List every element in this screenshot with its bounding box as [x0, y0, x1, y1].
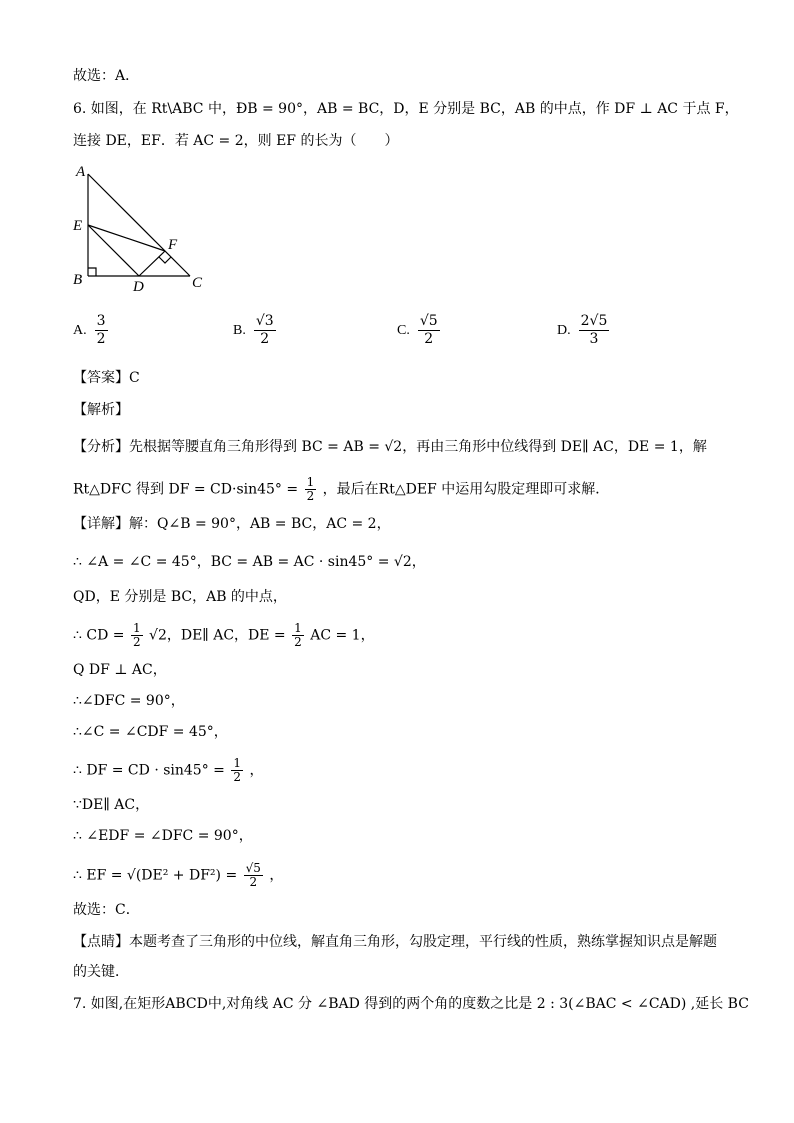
xiangjie-line3: QD，E 分别是 BC，AB 的中点， — [73, 589, 287, 605]
xiangjie-line4-frac2-den: 2 — [294, 635, 302, 649]
xiangjie-line6: ∴∠DFC = 90°， — [73, 693, 185, 709]
answer-line — [73, 368, 140, 388]
xiangjie-line8-frac-den: 2 — [233, 770, 241, 784]
option-b-numerator: √3 — [255, 313, 274, 329]
fenxi-frac-denominator: 2 — [306, 489, 315, 503]
option-a-denominator: 2 — [96, 331, 106, 347]
fenxi-frac-numerator: 1 — [306, 475, 315, 489]
option-a-label: A. — [73, 322, 87, 338]
xiangjie-line10: ∴ ∠EDF = ∠DFC = 90°， — [73, 828, 253, 844]
option-c[interactable] — [397, 313, 442, 348]
question-7-stem: 7. 如图,在矩形ABCD中,对角线 AC 分 ∠BAD 得到的两个角的度数之比是 2 : 3(∠BAC < ∠CAD) ,延长 BC — [73, 996, 749, 1012]
dianjing-line2: 的关键． — [73, 964, 129, 980]
xiangjie-line4-frac-den: 2 — [132, 635, 141, 649]
xiangjie-line4-frac2-num: 1 — [294, 621, 302, 635]
xiangjie-line8-b: ， — [249, 762, 264, 779]
fenxi-line2-end: ，最后在Rt△DEF 中运用勾股定理即可求解． — [322, 481, 610, 498]
fenxi-line2 — [73, 476, 609, 503]
xiangjie-line2: ∴ ∠A = ∠C = 45°，BC = AB = AC · sin45° = √2， — [73, 554, 426, 570]
option-b-denominator: 2 — [260, 331, 270, 347]
option-d-numerator: 2√5 — [580, 313, 608, 329]
option-a-numerator: 3 — [96, 313, 106, 329]
option-b[interactable] — [233, 313, 278, 348]
option-c-denominator: 2 — [424, 331, 434, 347]
answer-value: C — [129, 370, 140, 386]
option-d-denominator: 3 — [589, 331, 599, 347]
figure-label-a: A — [76, 164, 86, 180]
xiangjie-line4-frac-num: 1 — [132, 621, 141, 635]
xiangjie-line8-a: ∴ DF = CD · sin45° = — [73, 762, 225, 779]
fenxi-line1: 【分析】先根据等腰直角三角形得到 BC = AB = √2，再由三角形中位线得到 DE∥ AC，DE = 1，解 — [73, 439, 707, 455]
xiangjie-line5: Q DF ⊥ AC， — [73, 662, 167, 678]
figure-label-e: E — [73, 218, 83, 234]
figure-label-d: D — [133, 279, 144, 295]
option-a[interactable] — [73, 313, 110, 348]
xiangjie-line11 — [73, 862, 283, 889]
xiangjie-line8 — [73, 757, 263, 784]
triangle-figure — [70, 160, 210, 295]
option-d[interactable] — [557, 313, 611, 348]
xiangjie-line7: ∴∠C = ∠CDF = 45°， — [73, 724, 228, 740]
figure-label-c: C — [192, 275, 203, 291]
analysis-tag: 【解析】 — [73, 402, 129, 418]
question-6-stem-line1: 6. 如图，在 Rt\ABC 中，ÐB = 90°，AB = BC，D，E 分别是 BC，AB 的中点，作 DF ⊥ AC 于点 F， — [73, 101, 739, 117]
xiangjie-line11-b: ， — [269, 867, 284, 884]
xiangjie-line8-frac-num: 1 — [233, 756, 241, 770]
option-c-numerator: √5 — [419, 313, 438, 329]
xiangjie-line4-b: √2，DE∥ AC，DE = — [149, 627, 286, 644]
previous-answer-line: 故选：A． — [73, 68, 140, 84]
figure-label-b: B — [73, 272, 83, 288]
option-d-label: D. — [557, 322, 571, 338]
option-c-label: C. — [397, 322, 410, 338]
question-6-stem-line2: 连接 DE，EF．若 AC = 2，则 EF 的长为（ ） — [73, 133, 399, 149]
xiangjie-line4 — [73, 622, 375, 649]
dianjing-line1: 【点睛】本题考查了三角形的中位线，解直角三角形，勾股定理，平行线的性质，熟练掌握知识点是解题 — [73, 934, 717, 950]
xiangjie-line4-c: AC = 1， — [310, 627, 375, 644]
xiangjie-line1: 【详解】解：Q∠B = 90°，AB = BC，AC = 2， — [73, 516, 391, 532]
answer-tag: 【答案】 — [73, 370, 129, 386]
figure-label-f: F — [168, 237, 178, 253]
xiangjie-line4-a: ∴ CD = — [73, 627, 125, 644]
xiangjie-line9: ∵DE∥ AC， — [73, 797, 150, 813]
fenxi-line2-start: Rt△DFC 得到 DF = CD·sin45° = — [73, 481, 299, 498]
xiangjie-line11-frac-den: 2 — [249, 875, 258, 889]
xiangjie-line11-frac-num: √5 — [245, 861, 261, 875]
option-b-label: B. — [233, 322, 246, 338]
xiangjie-line11-a: ∴ EF = √(DE² + DF²) = — [73, 867, 238, 884]
conclusion-line: 故选：C． — [73, 902, 140, 918]
